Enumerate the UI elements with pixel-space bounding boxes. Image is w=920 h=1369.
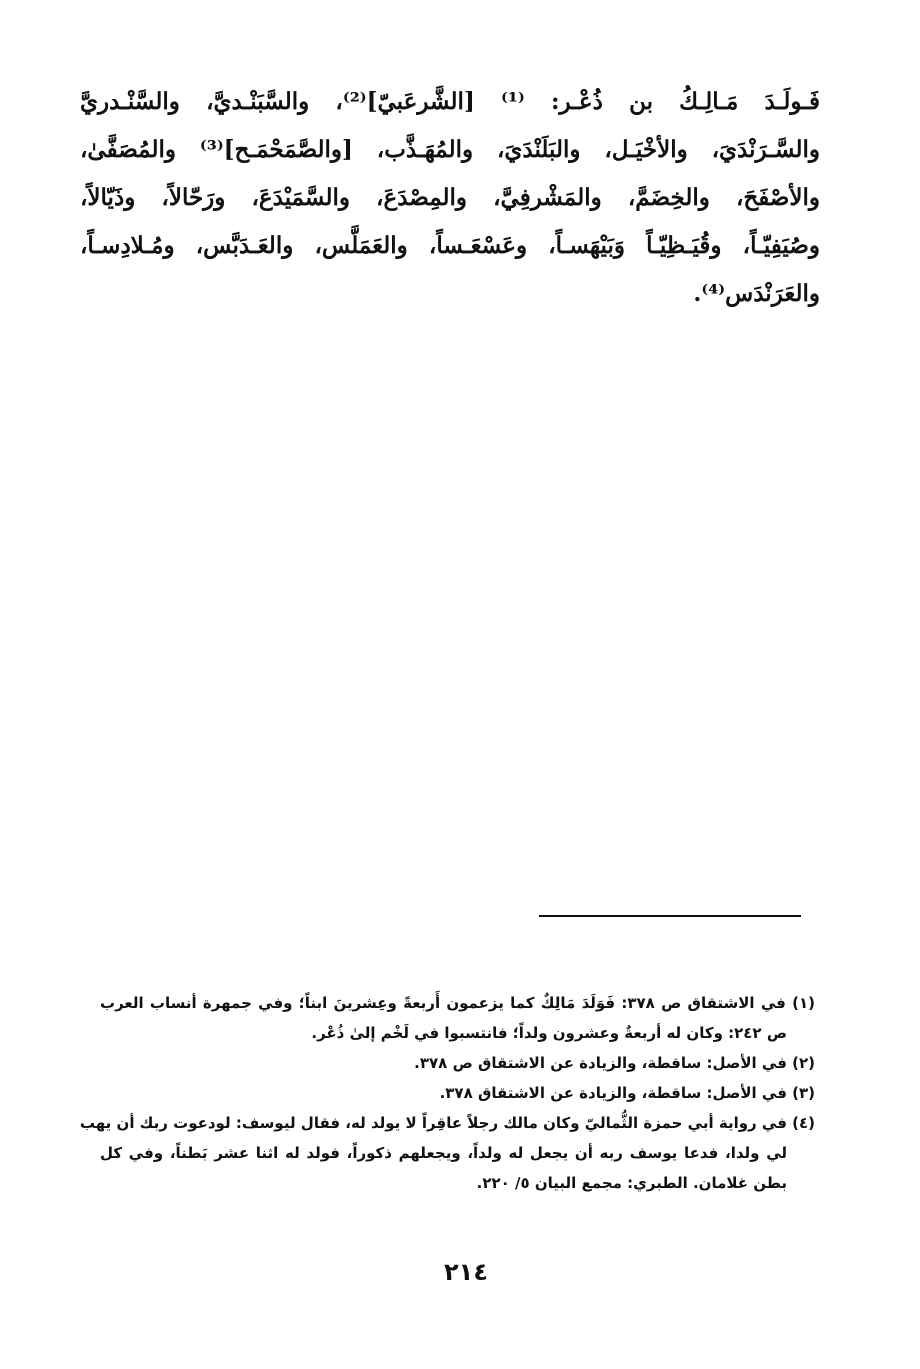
footnotes bbox=[79, 988, 815, 1198]
footnote-separator bbox=[539, 915, 801, 917]
footnote-line: لي ولدا، فدعا يوسف ربه أن يجعل له ولداً، ويجعلهم ذكوراً، فولد له اثنا عشر بَطناً، وفي كل bbox=[100, 1144, 787, 1162]
main-text-line: والعَرَنْدَس⁽⁴⁾. bbox=[693, 280, 820, 307]
footnote-line: (٣) في الأصل: ساقطة، والزيادة عن الاشتقاق ٣٧٨. bbox=[439, 1084, 815, 1102]
page-number-text: ٢١٤ bbox=[444, 1258, 488, 1286]
main-text-line: وصُيَفِيّـاً، وقُيَـظِيّـاً وَبَيْهَسـاً، وعَسْعَـساً، والعَمَلَّس، والعَـدَبَّس، ومُـلادِسـاً، bbox=[80, 232, 820, 259]
footnote-line: (٢) في الأصل: ساقطة، والزيادة عن الاشتقاق ص ٣٧٨. bbox=[414, 1054, 815, 1072]
footnote-line: (١) في الاشتقاق ص ٣٧٨: فَوَلَدَ مَالِكٌ كما يزعمون أَربعةً وعِشرينَ ابناً؛ وفي جمهرة أنساب العرب bbox=[100, 994, 815, 1012]
main-paragraph bbox=[80, 78, 820, 318]
footnote-4 bbox=[79, 1108, 815, 1198]
footnote-line: بطن غلامان. الطبري: مجمع البيان ٥/ ٢٢٠. bbox=[476, 1174, 787, 1192]
main-text-line: فَـولَـدَ مَـالِـكُ بن ذُعْـر: ⁽¹⁾ [الشَّرعَبيّ]⁽²⁾، والسَّبَنْـديَّ، والسَّنْـدريَّ bbox=[80, 88, 820, 115]
footnote-line: (٤) في رواية أبي حمزة الثُّماليّ وكان مالك رجلاً عاقِراً لا يولد له، فقال ليوسف: لودعوت ربك أن يهب bbox=[79, 1114, 815, 1132]
footnote-3 bbox=[100, 1078, 815, 1108]
main-text-line: والأصْفَحَ، والخِضَمَّ، والمَشْرفِيَّ، والمِصْدَعَ، والسَّمَيْدَعَ، ورَحّالاً، وذَيّالاً، bbox=[80, 184, 820, 211]
page-number bbox=[0, 1258, 920, 1286]
main-text-line: والسَّـرَنْدَيَ، والأخْيَـل، والبَلَنْدَيَ، والمُهَـذَّب، [والصَّمَحْمَـح]⁽³⁾ والمُصَفَّىٰ، bbox=[80, 136, 820, 163]
footnote-2 bbox=[100, 1048, 815, 1078]
footnote-line: ص ٢٤٢: وكان له أربعةٌ وعشرون ولداً؛ فانتسبوا في لَخْم إلىٰ ذُعْر. bbox=[311, 1024, 787, 1042]
footnote-1 bbox=[100, 988, 815, 1048]
